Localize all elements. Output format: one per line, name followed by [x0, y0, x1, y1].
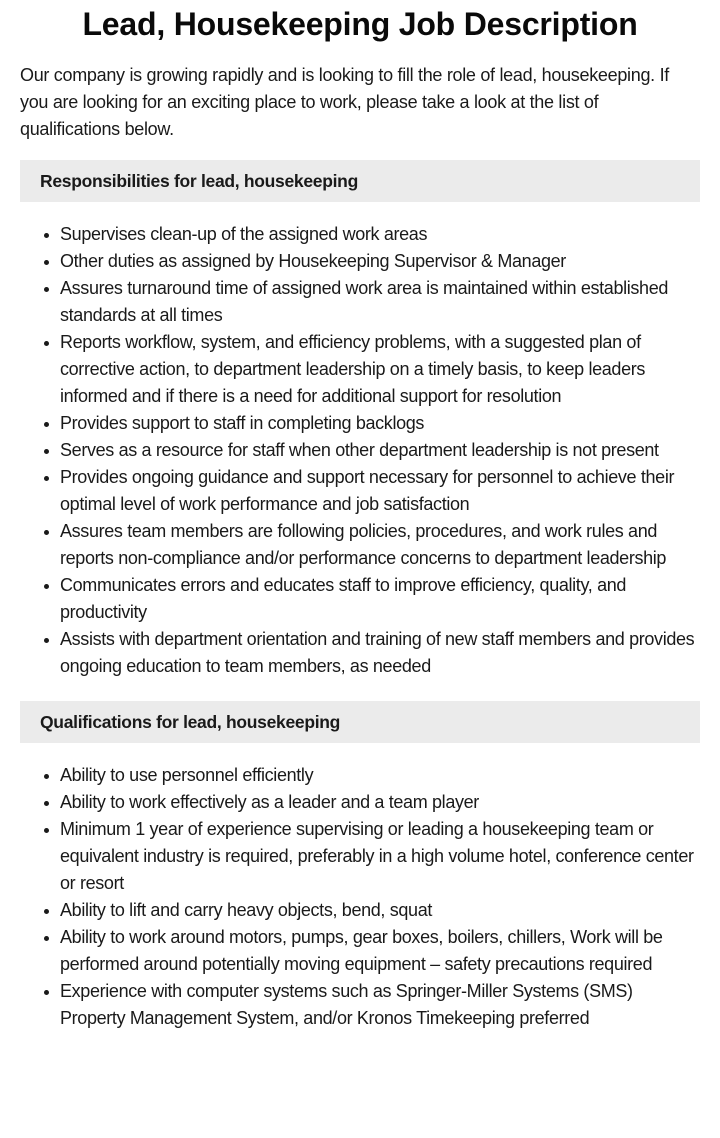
list-item: Other duties as assigned by Housekeeping Supervisor & Manager: [60, 248, 700, 275]
responsibilities-list: [20, 221, 700, 680]
list-item: Reports workflow, system, and efficiency problems, with a suggested plan of corrective action, to department leadership on a timely basis, to keep leaders informed and if there is a need for additional support for resolution: [60, 329, 700, 410]
list-item: Supervises clean-up of the assigned work areas: [60, 221, 700, 248]
list-item: Assists with department orientation and training of new staff members and provides ongoing education to team members, as needed: [60, 626, 700, 680]
list-item: Ability to use personnel efficiently: [60, 762, 700, 789]
list-item: Ability to work around motors, pumps, gear boxes, boilers, chillers, Work will be performed around potentially moving equipment – safety precautions required: [60, 924, 700, 978]
list-item: Provides support to staff in completing backlogs: [60, 410, 700, 437]
list-item: Provides ongoing guidance and support necessary for personnel to achieve their optimal level of work performance and job satisfaction: [60, 464, 700, 518]
responsibilities-section: [20, 160, 700, 680]
list-item: Assures team members are following policies, procedures, and work rules and reports non-compliance and/or performance concerns to department leadership: [60, 518, 700, 572]
list-item: Assures turnaround time of assigned work area is maintained within established standards at all times: [60, 275, 700, 329]
list-item: Experience with computer systems such as Springer-Miller Systems (SMS) Property Management System, and/or Kronos Timekeeping preferred: [60, 978, 700, 1032]
list-item: Communicates errors and educates staff to improve efficiency, quality, and productivity: [60, 572, 700, 626]
qualifications-heading: Qualifications for lead, housekeeping: [20, 701, 700, 743]
list-item: Ability to lift and carry heavy objects, bend, squat: [60, 897, 700, 924]
list-item: Ability to work effectively as a leader and a team player: [60, 789, 700, 816]
list-item: Minimum 1 year of experience supervising or leading a housekeeping team or equivalent industry is required, preferably in a high volume hotel, conference center or resort: [60, 816, 700, 897]
intro-paragraph: Our company is growing rapidly and is looking to fill the role of lead, housekeeping. If you are looking for an exciting place to work, please take a look at the list of qualifications below.: [20, 65, 669, 139]
qualifications-section: [20, 701, 700, 1032]
responsibilities-heading: Responsibilities for lead, housekeeping: [20, 160, 700, 202]
list-item: Serves as a resource for staff when other department leadership is not present: [60, 437, 700, 464]
qualifications-list: [20, 762, 700, 1032]
page-title: Lead, Housekeeping Job Description: [82, 6, 638, 42]
